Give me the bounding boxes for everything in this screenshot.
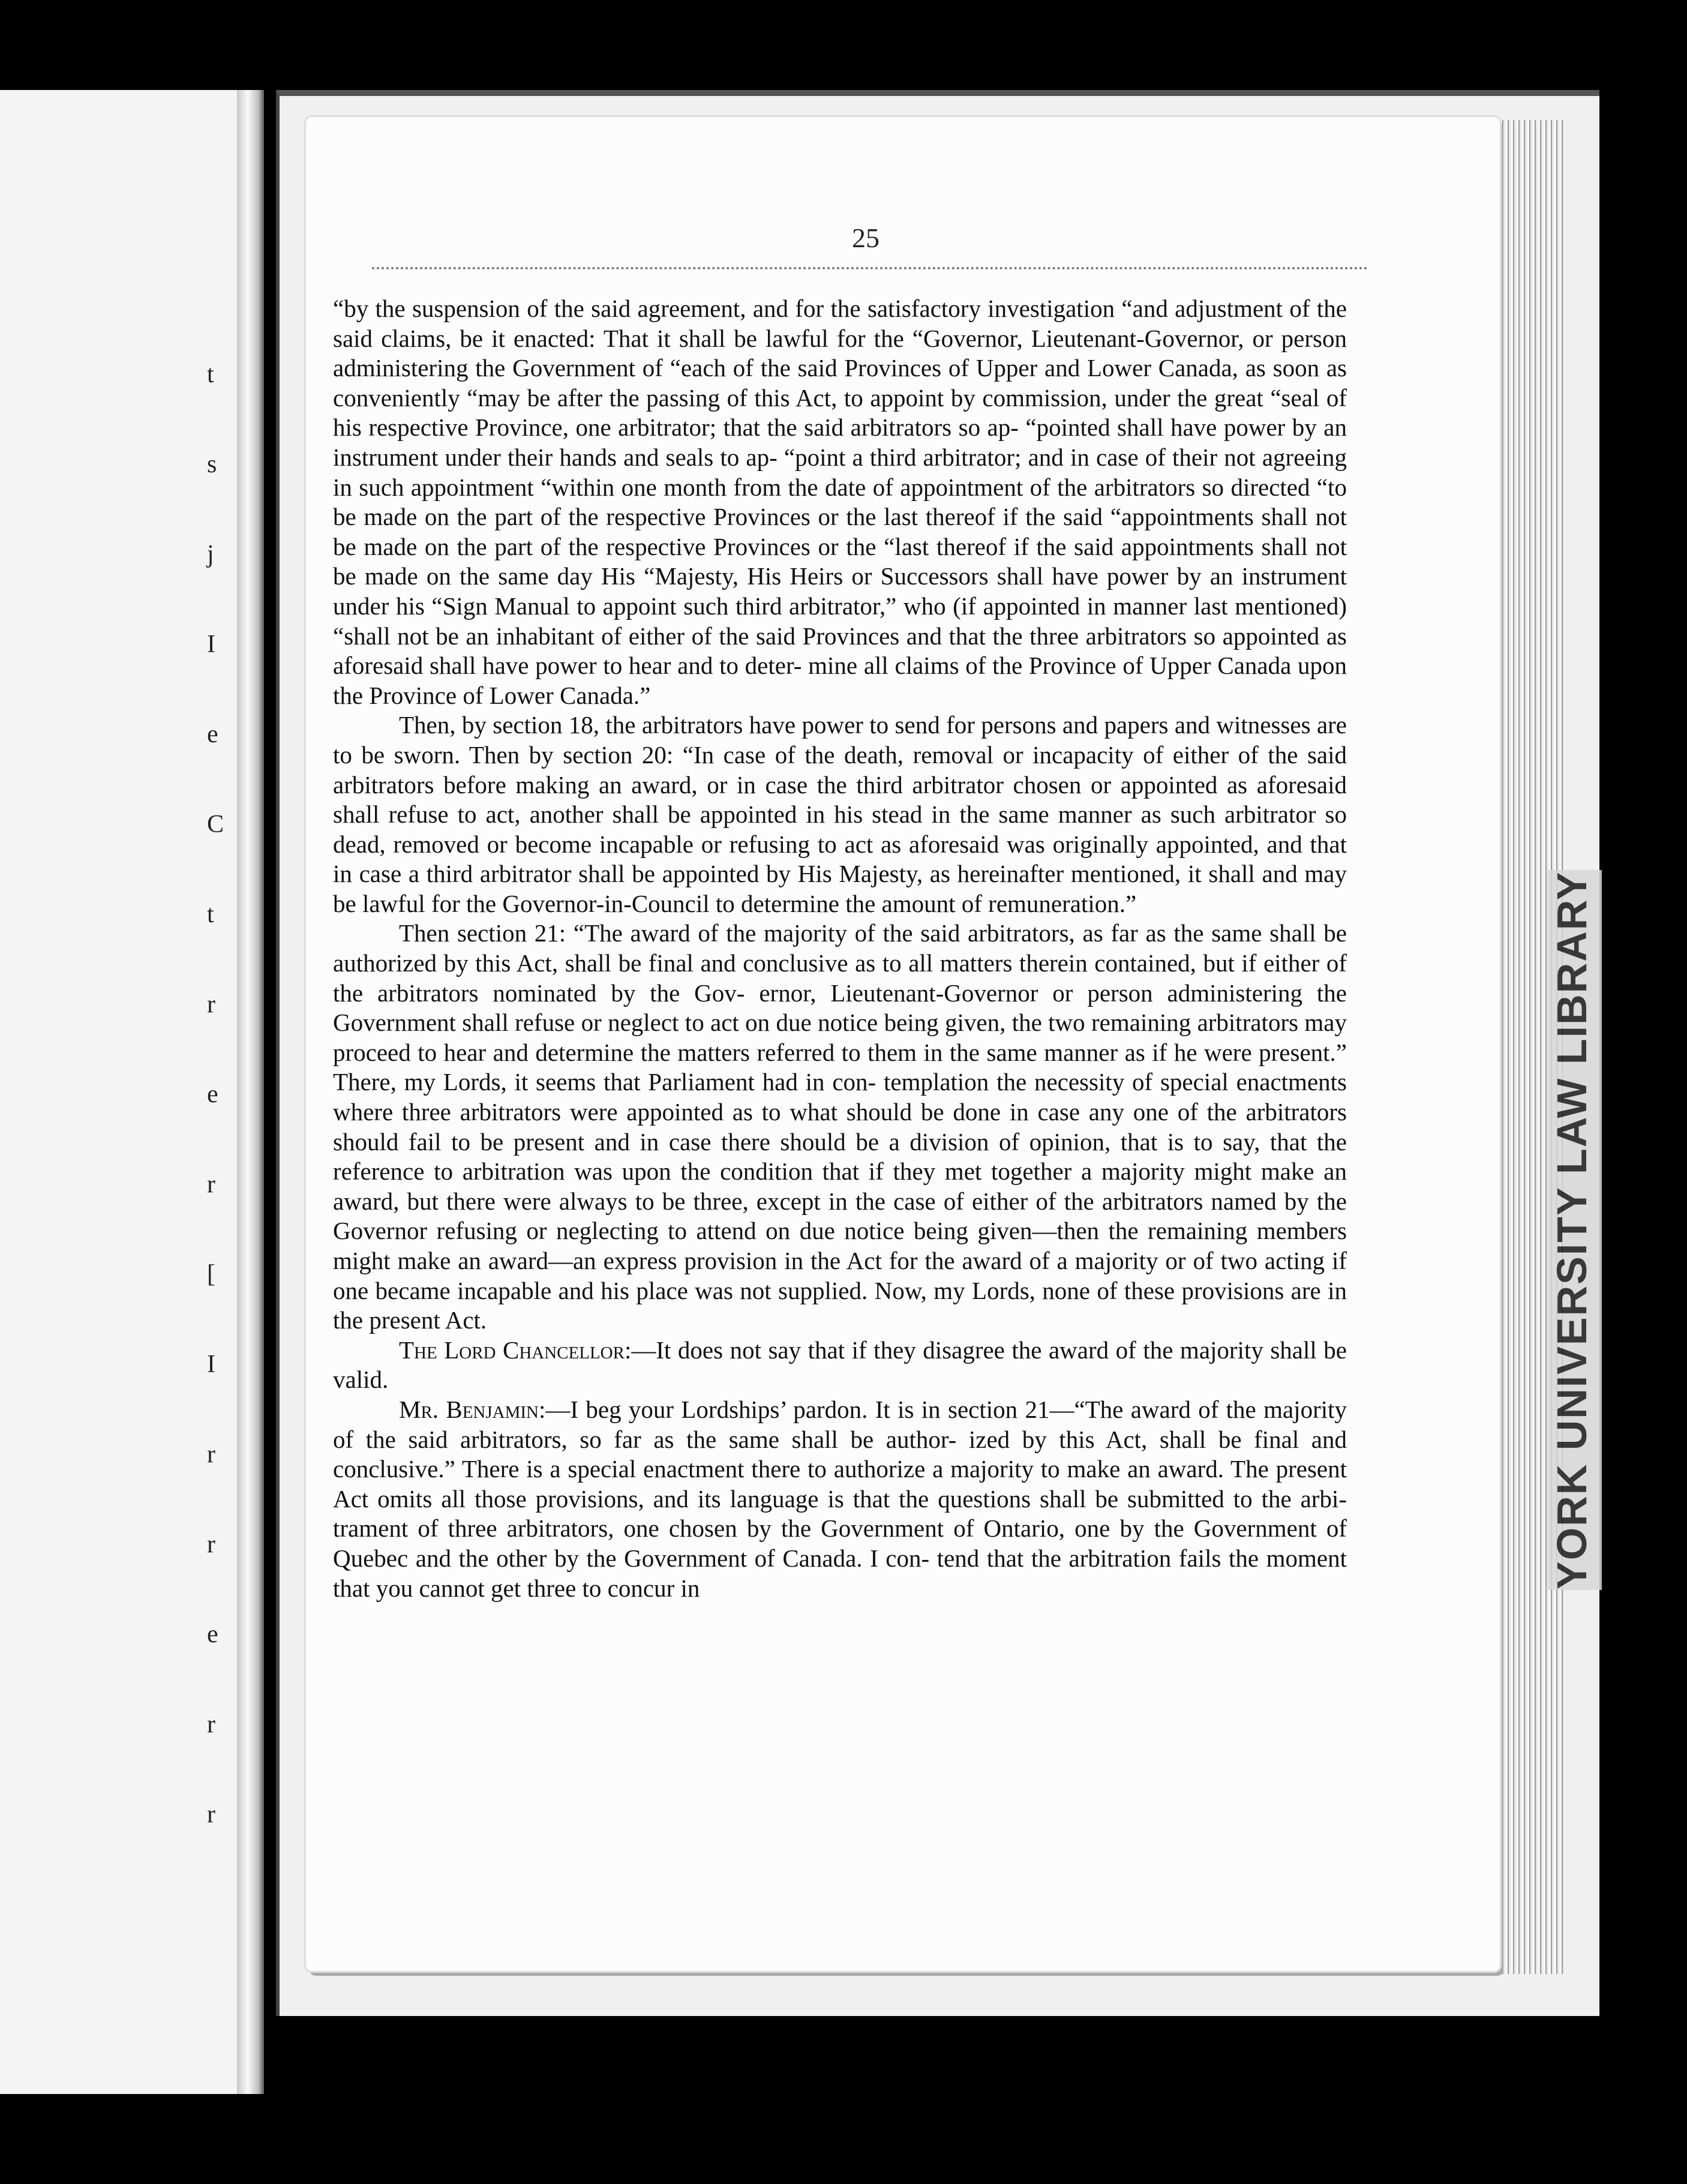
left-page xyxy=(0,90,237,2094)
paragraph-section-18-20: Then, by section 18, the arbitrators have power to send for persons and papers and witnesses are to be sworn. Then by section 20: “In case of the death, removal or incapacity of either of the said arbitrators before making an award, or in case the third arbitrator chosen or appointed as aforesaid shall refuse to act, another shall be appointed in his stead in the same manner as such arbitrator so dead, removed or become incapable or refusing to act as aforesaid was originally appointed, and that in case a third arbitrator shall be appointed by His Majesty, as hereinafter mentioned, it shall and may be lawful for the Governor-in-Council to determine the amount of remuneration.” xyxy=(333,711,1347,917)
speech-text: —It does not say that if they disagree the award of the majority shall be valid. xyxy=(333,1336,1347,1394)
margin-letter: r xyxy=(207,1801,215,1828)
speaker-name: The Lord Chancellor: xyxy=(399,1336,632,1364)
margin-letter: I xyxy=(207,631,215,658)
margin-letter: r xyxy=(207,1531,215,1558)
paragraph-mr-benjamin xyxy=(333,1395,1347,1603)
margin-letter: e xyxy=(207,721,218,748)
page-number: 25 xyxy=(852,223,879,253)
margin-letter: r xyxy=(207,1711,215,1738)
margin-letter: C xyxy=(207,811,224,838)
paragraph-quote-section: “by the suspension of the said agreement, and for the satisfactory investigation “and adjustment of the said claims, be it enacted: That it shall be lawful for the “Governor, Lieutenant-Governor, or person administering the Government of “each of the said Provinces of Upper and Lower Canada, as soon as conveniently “may be after the passing of this Act, to appoint by commission, under the great “seal of his respective Province, one arbitrator; that the said arbitrators so ap- “pointed shall have power by an instrument under their hands and seals to ap- “point a third arbitrator; and in case of their not agreeing in such appointment “within one month from the date of appointment of the arbitrators so directed “to be made on the part of the respective Provinces or the last thereof if the said “appointments shall not be made on the part of the respective Provinces or the “last thereof if the said appointments shall not be made on the same day His “Majesty, His Heirs or Successors shall have power by an instrument under his “Sign Manual to appoint such third arbitrator,” who (if appointed in manner last mentioned) “shall not be an inhabitant of either of the said Provinces and that the three arbitrators so appointed as aforesaid shall have power to hear and to deter- mine all claims of the Province of Upper Canada upon the Province of Lower Canada.” xyxy=(333,295,1347,709)
paragraph-section-21: Then section 21: “The award of the majority of the said arbitrators, as far as the same shall be authorized by this Act, shall be final and conclusive as to all matters therein contained, but if either of the arbitrators nominated by the Gov- ernor, Lieutenant-Governor or person administering the Government shall refuse or neglect to act on due notice being given, the two remaining arbitrators may proceed to hear and determine the matters referred to them in the same manner as if he were present.” There, my Lords, it seems that Parliament had in con- templation the necessity of special enactments where three arbitrators were appointed as to what should be done in case any one of the arbitrators should fail to be present and in case there should be a division of opinion, that is to say, that the reference to arbitration was upon the condition that if they met together a majority might make an award, but there were always to be three, except in the case of either of the arbitrators named by the Governor refusing or neglecting to attend on due notice being given—then the remaining members might make an award—an express provision in the Act for the award of a majority or of two acting if one became incapable and his place was not supplied. Now, my Lords, none of these provisions are in the present Act. xyxy=(333,919,1347,1334)
spine-label: YORK UNIVERSITY LAW LIBRARY xyxy=(1548,870,1602,1590)
margin-letter: t xyxy=(207,901,214,928)
margin-letter: r xyxy=(207,1441,215,1468)
margin-letter: r xyxy=(207,1171,215,1198)
speaker-name: Mr. Benjamin: xyxy=(399,1395,546,1423)
header-rule xyxy=(372,267,1368,269)
margin-letter: e xyxy=(207,1081,218,1108)
left-page-edge xyxy=(237,90,264,2094)
margin-letter: [ xyxy=(207,1261,215,1288)
margin-letter: I xyxy=(207,1351,215,1378)
paragraph-lord-chancellor xyxy=(333,1336,1347,1395)
margin-letter: s xyxy=(207,451,217,478)
margin-letter: j xyxy=(207,541,214,568)
margin-letter: t xyxy=(207,361,214,388)
speech-text: —I beg your Lordships’ pardon. It is in section 21—“The award of the majority of the said arbitrators, so far as the same shall be author- ized by this Act, shall be final and conclusive.” There is a special enactment there to authorize a majority to make an award. The present Act omits all those provisions, and its language is that the questions shall be submitted to the arbi- trament of three arbitrators, one chosen by the Government of Ontario, one by the Government of Quebec and the other by the Government of Canada. I con- tend that the arbitration fails the moment that you cannot get three to concur in xyxy=(333,1395,1347,1602)
margin-letter: e xyxy=(207,1621,218,1648)
margin-letter: r xyxy=(207,991,215,1018)
body-text xyxy=(333,294,1347,1603)
